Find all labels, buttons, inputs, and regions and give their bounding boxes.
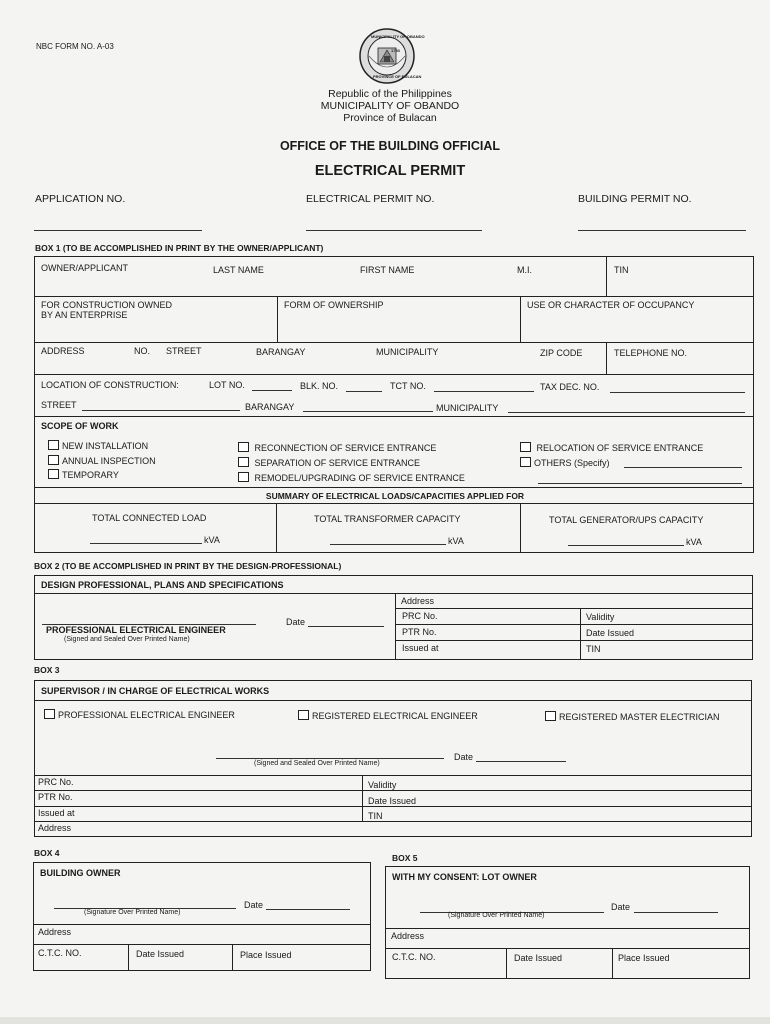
box3-pee-checkbox[interactable]: [44, 709, 55, 719]
box2-engineer-label: PROFESSIONAL ELECTRICAL ENGINEER: [46, 625, 226, 635]
lot-no-label: LOT NO.: [209, 380, 245, 390]
electrical-permit-no-field[interactable]: [306, 230, 482, 231]
box2-date-label: Date: [286, 617, 306, 627]
separation-text: SEPARATION OF SERVICE ENTRANCE: [254, 458, 421, 468]
address-no-label: NO.: [134, 346, 151, 356]
connected-load-field[interactable]: [90, 543, 202, 544]
electrical-permit-no-label: ELECTRICAL PERMIT NO.: [306, 193, 435, 205]
transformer-capacity-field[interactable]: [330, 544, 446, 545]
temporary-text: TEMPORARY: [62, 470, 119, 480]
box4-date-label: Date: [244, 900, 264, 910]
box2-title: BOX 2 (TO BE ACCOMPLISHED IN PRINT BY THE DESIGN-PROFESSIONAL): [34, 561, 342, 571]
new-installation-text: NEW INSTALLATION: [62, 441, 149, 451]
box5-date-issued-label: Date Issued: [514, 953, 563, 963]
box3-validity-label: Validity: [368, 780, 397, 790]
separation-option[interactable]: [238, 457, 420, 468]
generator-kva-unit: kVA: [686, 537, 702, 547]
seal-province: PROVINCE OF BULACAN: [373, 74, 422, 79]
new-installation-option[interactable]: [48, 440, 148, 451]
box3-pee-text: PROFESSIONAL ELECTRICAL ENGINEER: [58, 710, 235, 720]
page-title: ELECTRICAL PERMIT: [314, 163, 466, 179]
box3-date-label: Date: [454, 752, 474, 762]
box2-ptr-label: PTR No.: [402, 627, 437, 637]
others-checkbox[interactable]: [520, 457, 531, 467]
enterprise-line1: FOR CONSTRUCTION OWNED: [41, 300, 172, 310]
relocation-text: RELOCATION OF SERVICE ENTRANCE: [536, 443, 704, 453]
box3-title: BOX 3: [34, 665, 60, 675]
box5-ctc-label: C.T.C. NO.: [392, 952, 436, 962]
box4-ctc-label: C.T.C. NO.: [38, 948, 82, 958]
reconnection-text: RECONNECTION OF SERVICE ENTRANCE: [254, 443, 437, 453]
location-municipality-field[interactable]: [508, 412, 745, 413]
municipality-text: MUNICIPALITY OF OBANDO: [320, 100, 460, 112]
box3-date-field[interactable]: [476, 761, 566, 762]
box4-place-issued-label: Place Issued: [240, 950, 292, 960]
box5-heading: WITH MY CONSENT: LOT OWNER: [392, 872, 537, 882]
box4: [33, 862, 371, 971]
location-label: LOCATION OF CONSTRUCTION:: [41, 380, 179, 390]
box2-signed-note: (Signed and Sealed Over Printed Name): [64, 636, 190, 643]
location-street-label: STREET: [41, 400, 77, 410]
box3-heading: SUPERVISOR / IN CHARGE OF ELECTRICAL WORKS: [41, 686, 270, 696]
generator-capacity-field[interactable]: [568, 545, 684, 546]
form-number: NBC FORM NO. A-03: [36, 42, 114, 51]
box3-ree-checkbox[interactable]: [298, 710, 309, 720]
box3-prc-label: PRC No.: [38, 777, 74, 787]
others-specify-field-2[interactable]: [538, 483, 742, 484]
box3-pee-option[interactable]: [44, 709, 235, 720]
tct-no-label: TCT NO.: [390, 381, 426, 391]
connected-kva-unit: kVA: [204, 535, 220, 545]
tin-label: TIN: [614, 265, 629, 275]
box5-address-label: Address: [391, 931, 425, 941]
box3-rme-option[interactable]: [545, 711, 720, 722]
summary-heading: SUMMARY OF ELECTRICAL LOADS/CAPACITIES APPLIED FOR: [265, 491, 525, 501]
annual-inspection-checkbox[interactable]: [48, 455, 59, 465]
box3-address-label: Address: [38, 823, 72, 833]
box5: [385, 866, 750, 979]
relocation-checkbox[interactable]: [520, 442, 531, 452]
box2-issued-at-label: Issued at: [402, 643, 439, 653]
box4-date-field[interactable]: [266, 909, 350, 910]
scope-of-work-label: SCOPE OF WORK: [41, 421, 119, 431]
box3-rme-text: REGISTERED MASTER ELECTRICIAN: [559, 712, 720, 722]
lot-no-field[interactable]: [252, 390, 292, 391]
box3-ptr-label: PTR No.: [38, 792, 73, 802]
enterprise-line2: BY AN ENTERPRISE: [41, 310, 128, 320]
location-municipality-label: MUNICIPALITY: [436, 403, 499, 413]
tax-dec-field[interactable]: [610, 392, 745, 393]
box5-title: BOX 5: [392, 853, 418, 863]
annual-inspection-option[interactable]: [48, 455, 156, 466]
tct-no-field[interactable]: [434, 391, 534, 392]
location-barangay-field[interactable]: [303, 411, 433, 412]
location-barangay-label: BARANGAY: [245, 402, 295, 412]
reconnection-option[interactable]: [238, 442, 436, 453]
box2-date-field[interactable]: [308, 626, 384, 627]
box5-signature-note: (Signature Over Printed Name): [448, 912, 545, 919]
others-text: OTHERS (Specify): [534, 458, 610, 468]
others-option[interactable]: [520, 457, 610, 468]
box2-heading: DESIGN PROFESSIONAL, PLANS AND SPECIFICATIONS: [41, 580, 284, 590]
remodel-checkbox[interactable]: [238, 472, 249, 482]
box3-signature-line[interactable]: [216, 758, 444, 759]
box3-date-issued-label: Date Issued: [368, 796, 417, 806]
box3-ree-option[interactable]: [298, 710, 478, 721]
transformer-kva-unit: kVA: [448, 536, 464, 546]
box3-rme-checkbox[interactable]: [545, 711, 556, 721]
box5-date-label: Date: [611, 902, 631, 912]
box5-place-issued-label: Place Issued: [618, 953, 670, 963]
mi-label: M.I.: [517, 265, 532, 275]
republic-text: Republic of the Philippines: [328, 88, 452, 100]
form-ownership-label: FORM OF OWNERSHIP: [284, 300, 384, 310]
scan-edge: [0, 1017, 770, 1024]
new-installation-checkbox[interactable]: [48, 440, 59, 450]
box3-ree-text: REGISTERED ELECTRICAL ENGINEER: [312, 711, 478, 721]
telephone-label: TELEPHONE NO.: [614, 348, 688, 358]
connected-load-label: TOTAL CONNECTED LOAD: [92, 513, 207, 523]
enterprise-label: [41, 300, 172, 320]
address-barangay-label: BARANGAY: [256, 347, 306, 357]
generator-capacity-label: TOTAL GENERATOR/UPS CAPACITY: [549, 515, 704, 525]
box4-address-label: Address: [38, 927, 72, 937]
transformer-capacity-label: TOTAL TRANSFORMER CAPACITY: [314, 514, 461, 524]
application-no-field[interactable]: [34, 230, 202, 231]
blk-no-label: BLK. NO.: [300, 381, 339, 391]
box3-signed-note: (Signed and Sealed Over Printed Name): [254, 760, 380, 767]
separation-checkbox[interactable]: [238, 457, 249, 467]
location-street-field[interactable]: [82, 410, 240, 411]
building-permit-no-field[interactable]: [578, 230, 746, 231]
others-specify-field[interactable]: [624, 467, 742, 468]
box3-tin-label: TIN: [368, 811, 383, 821]
province-text: Province of Bulacan: [343, 112, 437, 124]
last-name-label: LAST NAME: [213, 265, 264, 275]
box3-issued-at-label: Issued at: [38, 808, 75, 818]
occupancy-label: USE OR CHARACTER OF OCCUPANCY: [527, 300, 695, 310]
box2-address-label: Address: [401, 596, 435, 606]
annual-inspection-text: ANNUAL INSPECTION: [62, 456, 156, 466]
first-name-label: FIRST NAME: [360, 265, 415, 275]
box4-date-issued-label: Date Issued: [136, 949, 185, 959]
relocation-option[interactable]: [520, 442, 703, 453]
box2-date-issued-label: Date Issued: [586, 628, 635, 638]
zip-code-label: ZIP CODE: [540, 348, 583, 358]
box2-prc-label: PRC No.: [402, 611, 438, 621]
reconnection-checkbox[interactable]: [238, 442, 249, 452]
seal-name: MUNICIPALITY OF OBANDO: [371, 34, 425, 39]
municipal-seal-icon: [349, 26, 425, 86]
address-label: ADDRESS: [41, 346, 85, 356]
box2-tin-label: TIN: [586, 644, 601, 654]
address-street-label: STREET: [166, 346, 202, 356]
application-no-label: APPLICATION NO.: [35, 193, 126, 205]
owner-label: OWNER/APPLICANT: [41, 263, 129, 273]
box5-date-field[interactable]: [634, 912, 718, 913]
temporary-checkbox[interactable]: [48, 469, 59, 479]
box2-validity-label: Validity: [586, 612, 615, 622]
temporary-option[interactable]: [48, 469, 119, 480]
blk-no-field[interactable]: [346, 391, 382, 392]
office-title: OFFICE OF THE BUILDING OFFICIAL: [279, 139, 501, 153]
address-municipality-label: MUNICIPALITY: [376, 347, 439, 357]
building-permit-no-label: BUILDING PERMIT NO.: [578, 193, 692, 205]
box4-signature-note: (Signature Over Printed Name): [84, 909, 181, 916]
box4-heading: BUILDING OWNER: [40, 868, 121, 878]
remodel-text: REMODEL/UPGRADING OF SERVICE ENTRANCE: [254, 473, 465, 483]
box1-title: BOX 1 (TO BE ACCOMPLISHED IN PRINT BY THE OWNER/APPLICANT): [35, 243, 324, 253]
tax-dec-label: TAX DEC. NO.: [540, 382, 600, 392]
box4-title: BOX 4: [34, 848, 60, 858]
remodel-option[interactable]: [238, 472, 465, 483]
seal-year: 1753: [391, 48, 400, 53]
